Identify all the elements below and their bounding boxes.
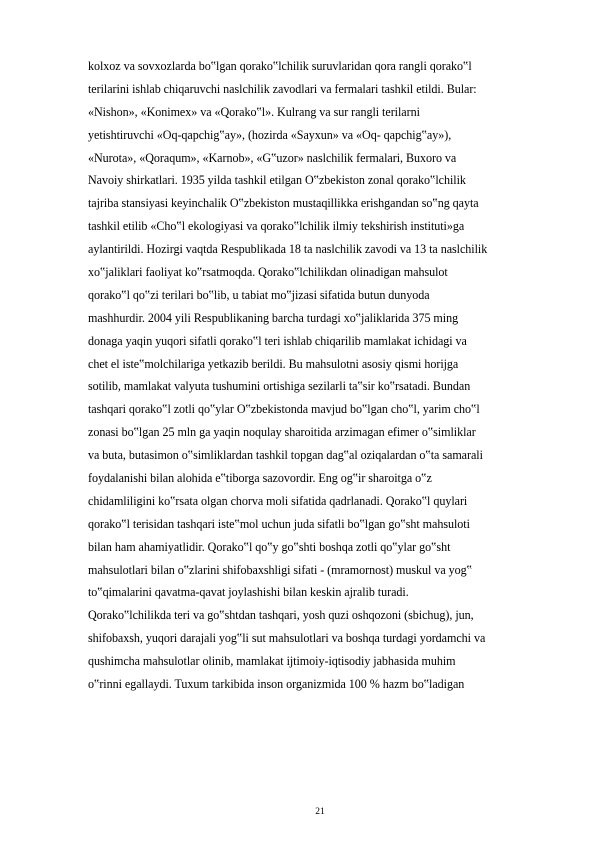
- text-line: qushimcha mahsulotlar olinib, mamlakat ijtimoiy-iqtisodiy jabhasida muhim: [88, 654, 456, 669]
- text-line: mashhurdir. 2004 yili Respublikaning barcha turdagi xo‟jaliklarida 375 ming: [88, 310, 459, 325]
- text-line: aylantirildi. Hozirgi vaqtda Respublikada 18 ta naslchilik zavodi va 13 ta naslchilik: [88, 242, 488, 257]
- text-line: terilarini ishlab chiqaruvchi naslchilik zavodlari va fermalari tashkil etildi. Bular:: [88, 81, 477, 96]
- text-line: Qorako‟lchilikda teri va go‟shtdan tashqari, yosh quzi oshqozoni (sbichug), jun,: [88, 608, 474, 623]
- text-line: zonasi bo‟lgan 25 mln ga yaqin noqulay sharoitida arzimagan efimer o‟simliklar: [88, 425, 476, 440]
- text-line: Navoiy shirkatlari. 1935 yilda tashkil etilgan O‟zbekiston zonal qorako‟lchilik: [88, 173, 466, 188]
- text-line: «Nurota», «Qoraqum», «Karnob», «G‟uzor» naslchilik fermalari, Buxoro va: [88, 150, 457, 165]
- text-line: foydalanishi bilan alohida e‟tiborga sazovordir. Eng og‟ir sharoitga o‟z: [88, 471, 432, 486]
- text-line: to‟qimalarini qavatma-qavat joylashishi bilan keskin ajralib turadi.: [88, 585, 409, 600]
- text-line: o‟rinni egallaydi. Tuxum tarkibida inson organizmida 100 % hazm bo‟ladigan: [88, 677, 465, 692]
- text-line: bilan ham ahamiyatlidir. Qorako‟l qo‟y go‟shti boshqa zotli qo‟ylar go‟sht: [88, 539, 451, 554]
- text-line: sotilib, mamlakat valyuta tushumini ortishiga sezilarli ta‟sir ko‟rsatadi. Bundan: [88, 379, 471, 394]
- text-line: kolxoz va sovxozlarda bo‟lgan qorako‟lchilik suruvlaridan qora rangli qorako‟l: [88, 59, 472, 73]
- text-line: shifobaxsh, yuqori darajali yog‟li sut mahsulotlari va boshqa turdagi yordamchi va: [88, 631, 486, 646]
- body-text: [88, 55, 558, 696]
- text-line: tajriba stansiyasi keyinchalik O‟zbekiston mustaqillikka erishgandan so‟ng qayta: [88, 196, 479, 211]
- text-line: yetishtiruvchi «Oq-qapchig‟ay», (hozirda «Sayxun» va «Oq- qapchig‟ay»),: [88, 127, 452, 142]
- text-line: qorako‟l qo‟zi terilari bo‟lib, u tabiat mo‟jizasi sifatida butun dunyoda: [88, 287, 430, 302]
- text-line: chet el iste‟molchilariga yetkazib berildi. Bu mahsulotni asosiy qismi horijga: [88, 356, 459, 371]
- text-line: tashkil etilib «Cho‟l ekologiyasi va qorako‟lchilik ilmiy tekshirish instituti»ga: [88, 219, 465, 234]
- text-line: tashqari qorako‟l zotli qo‟ylar O‟zbekistonda mavjud bo‟lgan cho‟l, yarim cho‟l: [88, 402, 480, 417]
- text-line: va buta, butasimon o‟simliklardan tashkil topgan dag‟al oziqalardan o‟ta samarali: [88, 448, 483, 463]
- page-number: 21: [315, 807, 325, 817]
- text-line: chidamliligini ko‟rsata olgan chorva moli sifatida qadrlanadi. Qorako‟l quylari: [88, 493, 468, 508]
- text-line: qorako‟l terisidan tashqari iste‟mol uchun juda sifatli bo‟lgan go‟sht mahsuloti: [88, 516, 470, 531]
- text-line: xo‟jaliklari faoliyat ko‟rsatmoqda. Qorako‟lchilikdan olinadigan mahsulot: [88, 265, 448, 280]
- text-line: mahsulotlari bilan o‟zlarini shifobaxshligi sifati - (mramornost) muskul va yog‟: [88, 562, 472, 577]
- text-line: «Nishon», «Konimex» va «Qorako‟l». Kulrang va sur rangli terilarni: [88, 104, 420, 119]
- text-line: donaga yaqin yuqori sifatli qorako‟l teri ishlab chiqarilib mamlakat ichidagi va: [88, 333, 467, 348]
